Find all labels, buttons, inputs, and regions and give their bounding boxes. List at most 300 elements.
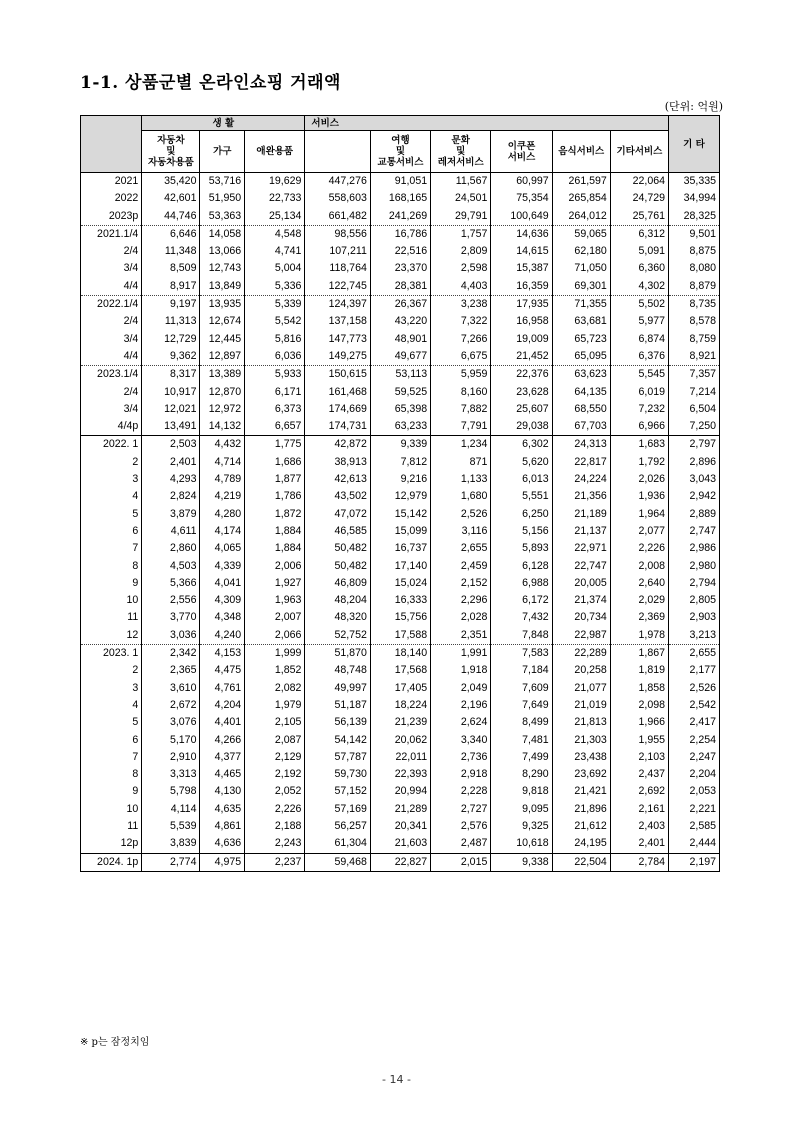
table-cell: 2,503 [142, 436, 200, 454]
table-cell: 4,548 [245, 225, 305, 243]
table-cell: 2,247 [669, 749, 720, 766]
table-cell: 1,819 [610, 662, 668, 679]
table-cell: 63,623 [552, 366, 610, 384]
table-row [81, 384, 720, 401]
table-cell: 2,794 [669, 575, 720, 592]
row-label: 3/4 [81, 260, 142, 277]
table-cell: 25,761 [610, 208, 668, 226]
table-cell: 22,817 [552, 454, 610, 471]
table-row [81, 331, 720, 348]
table-cell: 4,302 [610, 278, 668, 296]
table-cell: 22,393 [370, 766, 430, 783]
table-cell: 20,062 [370, 732, 430, 749]
table-cell: 1,963 [245, 592, 305, 609]
table-cell: 65,398 [370, 401, 430, 418]
table-cell: 6,657 [245, 418, 305, 436]
row-label: 2024. 1p [81, 853, 142, 871]
table-row [81, 401, 720, 418]
table-cell: 12,870 [200, 384, 245, 401]
table-cell: 7,266 [431, 331, 491, 348]
table-cell: 2,784 [610, 853, 668, 871]
table-cell: 8,921 [669, 348, 720, 366]
table-cell: 2,903 [669, 609, 720, 626]
table-cell: 3,043 [669, 471, 720, 488]
page-number: - 14 - [382, 1073, 411, 1086]
table-row [81, 749, 720, 766]
table-cell: 2,487 [431, 835, 491, 853]
table-cell: 44,746 [142, 208, 200, 226]
row-label-header [81, 116, 142, 173]
table-cell: 24,195 [552, 835, 610, 853]
table-cell: 4,153 [200, 645, 245, 663]
table-cell: 3,116 [431, 523, 491, 540]
table-row [81, 801, 720, 818]
table-row [81, 296, 720, 314]
table-row [81, 436, 720, 454]
table-cell: 22,376 [491, 366, 552, 384]
table-row [81, 260, 720, 277]
table-cell: 6,250 [491, 506, 552, 523]
table-cell: 8,917 [142, 278, 200, 296]
table-cell: 18,224 [370, 697, 430, 714]
table-cell: 2,077 [610, 523, 668, 540]
table-cell: 53,113 [370, 366, 430, 384]
table-cell: 2,243 [245, 835, 305, 853]
table-cell: 47,072 [305, 506, 370, 523]
table-cell: 2,129 [245, 749, 305, 766]
table-row [81, 766, 720, 783]
table-row [81, 575, 720, 592]
table-cell: 7,882 [431, 401, 491, 418]
table-cell: 2,655 [669, 645, 720, 663]
table-cell: 9,501 [669, 225, 720, 243]
footnote: ※ p는 잠정치임 [80, 1037, 150, 1048]
table-cell: 2,672 [142, 697, 200, 714]
table-cell: 12,445 [200, 331, 245, 348]
table-cell: 1,686 [245, 454, 305, 471]
table-cell: 50,482 [305, 540, 370, 557]
table-cell: 24,224 [552, 471, 610, 488]
table-cell: 14,058 [200, 225, 245, 243]
table-cell: 5,170 [142, 732, 200, 749]
row-label: 8 [81, 558, 142, 575]
table-cell: 13,066 [200, 243, 245, 260]
table-cell: 62,180 [552, 243, 610, 260]
row-label: 7 [81, 540, 142, 557]
table-cell: 17,405 [370, 680, 430, 697]
table-cell: 4,130 [200, 783, 245, 800]
table-cell: 4,475 [200, 662, 245, 679]
table-cell: 6,675 [431, 348, 491, 366]
table-cell: 7,499 [491, 749, 552, 766]
table-cell: 43,502 [305, 488, 370, 505]
table-row [81, 540, 720, 557]
table-cell: 6,036 [245, 348, 305, 366]
table-cell: 2,585 [669, 818, 720, 835]
table-cell: 2,098 [610, 697, 668, 714]
table-cell: 2,860 [142, 540, 200, 557]
table-cell: 4,266 [200, 732, 245, 749]
table-cell: 149,275 [305, 348, 370, 366]
table-cell: 1,867 [610, 645, 668, 663]
table-cell: 2,028 [431, 609, 491, 626]
table-cell: 14,615 [491, 243, 552, 260]
table-cell: 261,597 [552, 173, 610, 191]
table-cell: 23,370 [370, 260, 430, 277]
table-cell: 43,220 [370, 313, 430, 330]
table-cell: 7,791 [431, 418, 491, 436]
table-cell: 8,080 [669, 260, 720, 277]
table-cell: 2,188 [245, 818, 305, 835]
table-cell: 2,105 [245, 714, 305, 731]
table-row [81, 190, 720, 207]
table-cell: 9,325 [491, 818, 552, 835]
table-cell: 22,516 [370, 243, 430, 260]
table-cell: 2,152 [431, 575, 491, 592]
table-cell: 118,764 [305, 260, 370, 277]
table-cell: 5,816 [245, 331, 305, 348]
table-cell: 21,452 [491, 348, 552, 366]
table-cell: 22,987 [552, 627, 610, 645]
table-cell: 8,160 [431, 384, 491, 401]
table-cell: 2,196 [431, 697, 491, 714]
table-cell: 16,359 [491, 278, 552, 296]
table-cell: 48,204 [305, 592, 370, 609]
table-cell: 2,417 [669, 714, 720, 731]
table-cell: 56,257 [305, 818, 370, 835]
table-cell: 7,250 [669, 418, 720, 436]
data-table [80, 115, 720, 872]
table-cell: 13,849 [200, 278, 245, 296]
row-label: 5 [81, 714, 142, 731]
table-cell: 2,066 [245, 627, 305, 645]
table-cell: 22,064 [610, 173, 668, 191]
table-cell: 4,401 [200, 714, 245, 731]
table-cell: 8,317 [142, 366, 200, 384]
table-cell: 5,004 [245, 260, 305, 277]
table-cell: 7,432 [491, 609, 552, 626]
table-cell: 7,322 [431, 313, 491, 330]
table-row [81, 488, 720, 505]
table-cell: 3,213 [669, 627, 720, 645]
table-cell: 8,290 [491, 766, 552, 783]
table-cell: 4,114 [142, 801, 200, 818]
table-cell: 20,734 [552, 609, 610, 626]
row-label: 3 [81, 680, 142, 697]
col-header-travel: 여행 및 교통서비스 [370, 131, 430, 173]
table-cell: 35,335 [669, 173, 720, 191]
table-cell: 21,239 [370, 714, 430, 731]
group-header-services: 서비스 [305, 116, 669, 131]
table-cell: 447,276 [305, 173, 370, 191]
row-label: 2/4 [81, 243, 142, 260]
table-row [81, 454, 720, 471]
table-cell: 51,187 [305, 697, 370, 714]
table-cell: 4,174 [200, 523, 245, 540]
table-cell: 22,747 [552, 558, 610, 575]
table-cell: 2,640 [610, 575, 668, 592]
row-label: 3/4 [81, 401, 142, 418]
table-cell: 5,798 [142, 783, 200, 800]
row-label: 4/4p [81, 418, 142, 436]
table-cell: 9,362 [142, 348, 200, 366]
table-row [81, 627, 720, 645]
table-cell: 107,211 [305, 243, 370, 260]
table-cell: 21,137 [552, 523, 610, 540]
table-cell: 23,438 [552, 749, 610, 766]
table-row [81, 348, 720, 366]
table-cell: 5,366 [142, 575, 200, 592]
row-label: 3 [81, 471, 142, 488]
table-cell: 24,313 [552, 436, 610, 454]
table-cell: 3,879 [142, 506, 200, 523]
table-cell: 1,757 [431, 225, 491, 243]
table-cell: 12,743 [200, 260, 245, 277]
table-cell: 10,618 [491, 835, 552, 853]
col-header-food: 음식서비스 [552, 131, 610, 173]
table-cell: 6,373 [245, 401, 305, 418]
table-row [81, 208, 720, 226]
table-cell: 46,809 [305, 575, 370, 592]
table-cell: 3,313 [142, 766, 200, 783]
table-cell: 2,342 [142, 645, 200, 663]
table-cell: 7,812 [370, 454, 430, 471]
table-cell: 91,051 [370, 173, 430, 191]
table-cell: 4,280 [200, 506, 245, 523]
table-cell: 12,021 [142, 401, 200, 418]
table-cell: 2,896 [669, 454, 720, 471]
row-label: 2021 [81, 173, 142, 191]
table-cell: 661,482 [305, 208, 370, 226]
table-row [81, 818, 720, 835]
unit-label: (단위: 억원) [664, 100, 723, 113]
table-cell: 59,468 [305, 853, 370, 871]
table-row [81, 835, 720, 853]
table-cell: 17,568 [370, 662, 430, 679]
row-label: 9 [81, 783, 142, 800]
row-label: 6 [81, 732, 142, 749]
table-cell: 2,052 [245, 783, 305, 800]
table-cell: 4,432 [200, 436, 245, 454]
table-row [81, 645, 720, 663]
table-cell: 65,723 [552, 331, 610, 348]
table-cell: 5,959 [431, 366, 491, 384]
table-cell: 1,683 [610, 436, 668, 454]
table-row [81, 662, 720, 679]
row-label: 5 [81, 506, 142, 523]
table-cell: 7,481 [491, 732, 552, 749]
table-cell: 42,872 [305, 436, 370, 454]
table-cell: 1,978 [610, 627, 668, 645]
table-cell: 4,240 [200, 627, 245, 645]
table-cell: 3,340 [431, 732, 491, 749]
row-label: 2022 [81, 190, 142, 207]
table-cell: 6,171 [245, 384, 305, 401]
table-cell: 15,142 [370, 506, 430, 523]
table-cell: 71,355 [552, 296, 610, 314]
row-label: 2022. 1 [81, 436, 142, 454]
table-cell: 6,172 [491, 592, 552, 609]
table-cell: 13,389 [200, 366, 245, 384]
table-cell: 21,303 [552, 732, 610, 749]
table-cell: 3,770 [142, 609, 200, 626]
table-cell: 6,646 [142, 225, 200, 243]
table-cell: 8,875 [669, 243, 720, 260]
table-cell: 69,301 [552, 278, 610, 296]
table-cell: 2,053 [669, 783, 720, 800]
table-cell: 9,338 [491, 853, 552, 871]
table-cell: 28,325 [669, 208, 720, 226]
table-cell: 1,964 [610, 506, 668, 523]
table-cell: 2,459 [431, 558, 491, 575]
page-title: 1-1. 상품군별 온라인쇼핑 거래액 [80, 73, 341, 93]
table-cell: 4,339 [200, 558, 245, 575]
table-row [81, 609, 720, 626]
table-cell: 2,942 [669, 488, 720, 505]
table-cell: 25,607 [491, 401, 552, 418]
table-cell: 24,501 [431, 190, 491, 207]
table-cell: 15,756 [370, 609, 430, 626]
table-cell: 2,444 [669, 835, 720, 853]
table-cell: 2,103 [610, 749, 668, 766]
table-cell: 2,401 [610, 835, 668, 853]
table-row [81, 783, 720, 800]
table-cell: 61,304 [305, 835, 370, 853]
table-cell: 10,917 [142, 384, 200, 401]
table-cell: 25,134 [245, 208, 305, 226]
table-cell: 2,542 [669, 697, 720, 714]
table-row [81, 714, 720, 731]
table-cell: 1,884 [245, 523, 305, 540]
table-cell: 52,752 [305, 627, 370, 645]
table-cell: 2,226 [610, 540, 668, 557]
table-cell: 8,509 [142, 260, 200, 277]
table-cell: 1,234 [431, 436, 491, 454]
table-cell: 7,232 [610, 401, 668, 418]
table-cell: 1,999 [245, 645, 305, 663]
table-cell: 2,006 [245, 558, 305, 575]
table-cell: 168,165 [370, 190, 430, 207]
table-cell: 2,204 [669, 766, 720, 783]
table-cell: 1,852 [245, 662, 305, 679]
table-cell: 4,293 [142, 471, 200, 488]
table-cell: 20,341 [370, 818, 430, 835]
table-cell: 2,889 [669, 506, 720, 523]
table-row [81, 173, 720, 191]
table-cell: 21,896 [552, 801, 610, 818]
table-cell: 5,339 [245, 296, 305, 314]
table-cell: 2,192 [245, 766, 305, 783]
table-cell: 7,214 [669, 384, 720, 401]
table-cell: 147,773 [305, 331, 370, 348]
table-cell: 98,556 [305, 225, 370, 243]
table-cell: 9,216 [370, 471, 430, 488]
row-label: 10 [81, 592, 142, 609]
table-row [81, 313, 720, 330]
table-cell: 4,635 [200, 801, 245, 818]
table-cell: 14,636 [491, 225, 552, 243]
table-cell: 174,669 [305, 401, 370, 418]
table-cell: 558,603 [305, 190, 370, 207]
table-cell: 5,091 [610, 243, 668, 260]
table-cell: 2,351 [431, 627, 491, 645]
row-label: 4 [81, 488, 142, 505]
table-cell: 6,874 [610, 331, 668, 348]
table-cell: 9,095 [491, 801, 552, 818]
table-cell: 6,302 [491, 436, 552, 454]
table-cell: 7,357 [669, 366, 720, 384]
table-row [81, 523, 720, 540]
row-label: 2 [81, 662, 142, 679]
table-cell: 18,140 [370, 645, 430, 663]
table-cell: 60,997 [491, 173, 552, 191]
table-cell: 8,499 [491, 714, 552, 731]
table-cell: 3,238 [431, 296, 491, 314]
table-cell: 8,759 [669, 331, 720, 348]
table-cell: 51,870 [305, 645, 370, 663]
table-row [81, 680, 720, 697]
table-cell: 17,935 [491, 296, 552, 314]
table-cell: 48,320 [305, 609, 370, 626]
col-header-furniture: 가구 [200, 131, 245, 173]
table-cell: 20,005 [552, 575, 610, 592]
table-cell: 13,935 [200, 296, 245, 314]
table-cell: 2,747 [669, 523, 720, 540]
table-cell: 2,026 [610, 471, 668, 488]
table-cell: 2,029 [610, 592, 668, 609]
table-cell: 5,336 [245, 278, 305, 296]
table-cell: 2,369 [610, 609, 668, 626]
table-cell: 21,421 [552, 783, 610, 800]
table-cell: 13,491 [142, 418, 200, 436]
table-cell: 2,437 [610, 766, 668, 783]
col-header-services-total [305, 131, 370, 173]
table-cell: 53,716 [200, 173, 245, 191]
table-cell: 2,049 [431, 680, 491, 697]
table-cell: 7,609 [491, 680, 552, 697]
table-cell: 2,197 [669, 853, 720, 871]
table-cell: 2,087 [245, 732, 305, 749]
table-cell: 100,649 [491, 208, 552, 226]
table-row [81, 506, 720, 523]
table-cell: 122,745 [305, 278, 370, 296]
table-cell: 2,692 [610, 783, 668, 800]
table-cell: 59,525 [370, 384, 430, 401]
table-cell: 2,526 [431, 506, 491, 523]
table-cell: 4,348 [200, 609, 245, 626]
table-cell: 2,226 [245, 801, 305, 818]
table-cell: 34,994 [669, 190, 720, 207]
table-cell: 49,997 [305, 680, 370, 697]
row-label: 10 [81, 801, 142, 818]
table-cell: 12,979 [370, 488, 430, 505]
table-cell: 174,731 [305, 418, 370, 436]
table-cell: 5,502 [610, 296, 668, 314]
table-cell: 5,539 [142, 818, 200, 835]
row-label: 2/4 [81, 384, 142, 401]
table-cell: 5,545 [610, 366, 668, 384]
table-cell: 1,966 [610, 714, 668, 731]
table-row [81, 366, 720, 384]
table-cell: 21,374 [552, 592, 610, 609]
row-label: 2023. 1 [81, 645, 142, 663]
table-cell: 2,161 [610, 801, 668, 818]
table-cell: 21,077 [552, 680, 610, 697]
table-cell: 5,933 [245, 366, 305, 384]
table-cell: 2,824 [142, 488, 200, 505]
table-cell: 2,237 [245, 853, 305, 871]
table-cell: 42,613 [305, 471, 370, 488]
